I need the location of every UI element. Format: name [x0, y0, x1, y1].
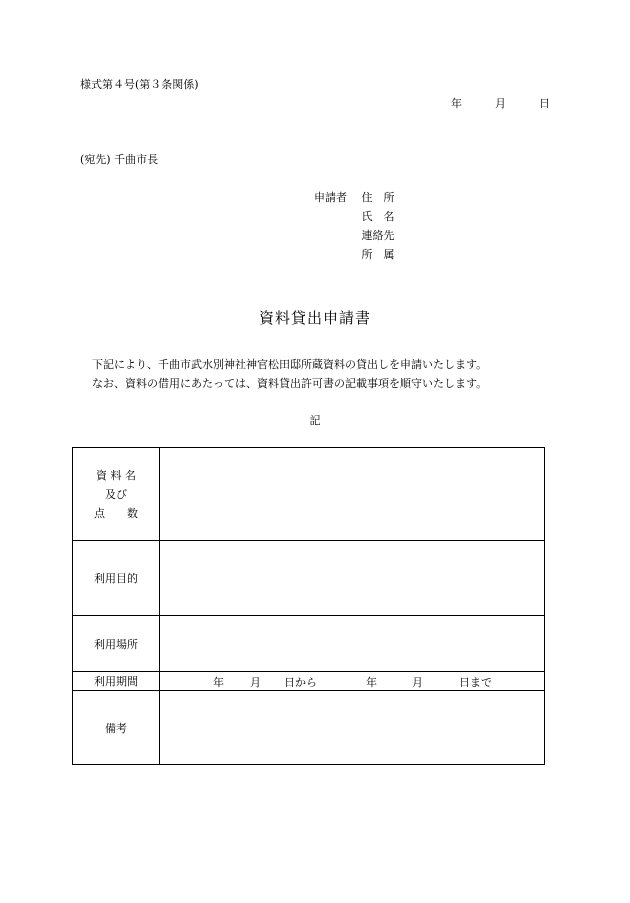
applicant-field-affiliation: 所 属 [361, 248, 395, 261]
table-row-period [73, 672, 545, 691]
document-title: 資料貸出申請書 [258, 309, 371, 327]
period-end-month: 月 [412, 676, 423, 689]
period-start-year: 年 [213, 676, 224, 689]
body-text [92, 355, 487, 393]
label-place: 利用場所 [73, 616, 160, 672]
period-start-month: 月 [250, 676, 261, 689]
applicant-field-contact: 連絡先 [361, 229, 395, 242]
date-month: 月 [495, 97, 506, 110]
date-year: 年 [451, 97, 462, 110]
remarks-field[interactable] [160, 691, 545, 765]
form-number: 様式第４号(第３条関係) [80, 78, 199, 91]
date-day: 日 [539, 97, 550, 110]
date-line [451, 95, 550, 111]
label-materials-line-1: 資 料 名 [96, 468, 136, 482]
ki-marker: 記 [309, 414, 321, 427]
body-line-2: なお、資料の借用にあたっては、資料貸出許可書の記載事項を順守いたします。 [92, 377, 488, 390]
body-line-1: 下記により、千曲市武水別神社神官松田邸所蔵資料の貸出しを申請いたします。 [92, 358, 488, 371]
applicant-block [314, 188, 412, 264]
table-row-remarks [73, 691, 545, 765]
table-row-purpose [73, 541, 545, 616]
label-materials-line-3: 点 数 [94, 506, 138, 520]
label-materials-line-2: 及び [105, 487, 127, 501]
application-table [72, 447, 545, 765]
label-period: 利用期間 [73, 672, 160, 691]
period-start-day: 日から [284, 676, 317, 689]
table-row-place [73, 616, 545, 672]
period-end-year: 年 [366, 676, 377, 689]
table-row-materials [73, 448, 545, 541]
addressee: (宛先) 千曲市長 [80, 153, 159, 166]
period-end-day: 日まで [459, 676, 492, 689]
materials-field[interactable] [160, 448, 545, 541]
applicant-heading: 申請者 [314, 191, 347, 204]
label-purpose: 利用目的 [73, 541, 160, 616]
applicant-field-address: 住 所 [361, 191, 395, 204]
purpose-field[interactable] [160, 541, 545, 616]
period-field[interactable] [160, 672, 545, 691]
label-materials [73, 448, 160, 541]
label-remarks: 備考 [73, 691, 160, 765]
applicant-field-name: 氏 名 [361, 210, 395, 223]
place-field[interactable] [160, 616, 545, 672]
